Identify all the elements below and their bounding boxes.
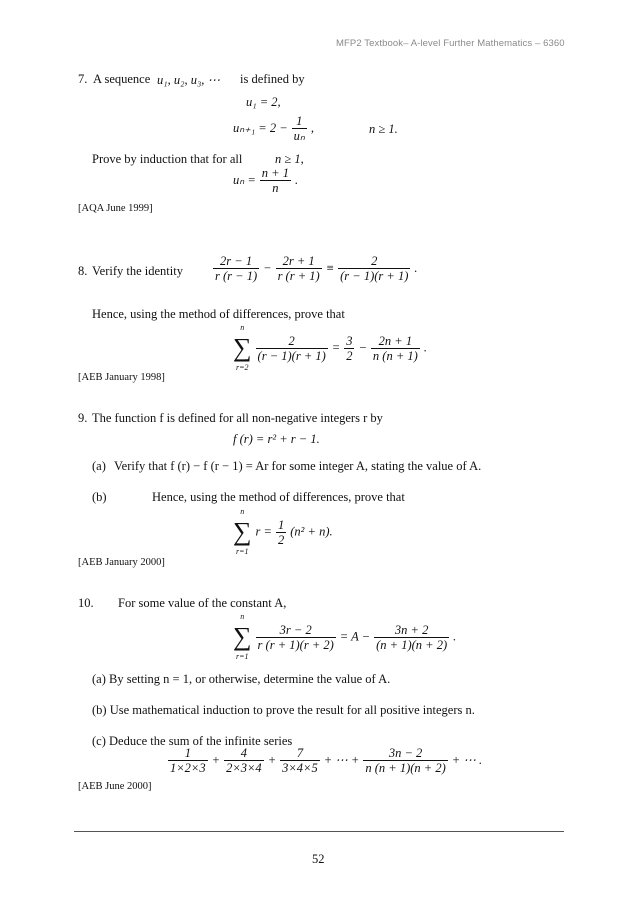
q8-f3-num: 2 [338,254,410,269]
q7-number: 7. [78,72,88,86]
q7-eq3-fraction [260,166,291,195]
q8-tail: . [414,261,418,276]
sigma-icon: ∑ [233,517,252,546]
q10-sum-statement [233,610,456,664]
sigma-icon: ∑ [233,622,252,651]
q10-source: [AEB June 2000] [78,781,152,792]
q10-s-tail: + ⋯ . [451,753,483,768]
q7-eq3-tail: . [294,173,299,188]
q7-sequence: u₁, u₂, u₃, ⋯ [157,73,221,87]
q10-sn-den: n (n + 1)(n + 2) [365,761,446,775]
q7-eq3-num: n + 1 [261,166,289,180]
q7-prove-cond: n ≥ 1, [275,152,304,166]
q8-r2-fraction [371,334,420,363]
q9-a-label: (a) [92,459,106,473]
q10-plus-2: + [267,753,277,768]
q8-minus: − [263,261,272,276]
q8-f1-num: 2r − 1 [213,254,259,269]
q9-definition: f (r) = r² + r − 1. [233,432,320,446]
q10-s1-den: 1×2×3 [170,761,206,775]
page-header: MFP2 Textbook– A-level Further Mathematics – 6360 [336,38,565,49]
q8-sum-fraction [256,334,328,363]
q10-sum-top: n [240,612,245,621]
q8-r1-num: 3 [346,333,353,348]
q9-sigma [233,505,252,559]
q8-sum-top: n [240,323,245,332]
q10-right-fraction [374,623,449,652]
q7-eq2-lhs: uₙ₊₁ = 2 − [233,121,288,136]
q8-f2-den: r (r + 1) [277,269,320,283]
q8-intro: Verify the identity [92,264,183,278]
q10-l-num: 3r − 2 [256,623,336,638]
q10-number: 10. [78,596,94,610]
q7-intro-tail: is defined by [240,72,305,86]
q9-sum-bottom: r=1 [236,547,249,556]
q8-s-den: (r − 1)(r + 1) [257,348,326,363]
q9-h-den: 2 [277,532,285,547]
q7-eq1: u₁ = 2, [246,95,281,109]
q10-r-den: (n + 1)(n + 2) [376,637,448,652]
q10-tail: . [453,629,457,644]
q10-s2-den: 2×3×4 [226,761,262,775]
q9-sum-statement [233,505,333,559]
q9-a-text: Verify that f (r) − f (r − 1) = Ar for some integer A, stating the value of A. [114,459,482,473]
q8-r-minus: − [358,340,367,355]
q10-s3-den: 3×4×5 [282,761,318,775]
q9-h-num: 1 [277,517,285,532]
q7-eq2-num: 1 [292,114,307,129]
q7-intro: A sequence [93,72,151,86]
q8-r1-fraction [344,334,354,363]
q10-series-term-3 [280,746,320,775]
q10-s2-num: 4 [224,746,264,761]
q9-number: 9. [78,411,88,425]
q7-eq2-den: uₙ [293,129,305,143]
q9-sum-body: r = [255,524,272,539]
q8-r2-num: 2n + 1 [371,334,420,349]
q8-r1-den: 2 [346,348,353,363]
q10-b-text: (b) Use mathematical induction to prove the result for all positive integers n. [92,703,475,717]
q8-source: [AEB January 1998] [78,372,165,383]
q9-intro: The function f is defined for all non-negative integers r by [92,411,383,425]
q8-f3-den: (r − 1)(r + 1) [340,269,409,283]
q10-l-den: r (r + 1)(r + 2) [257,637,334,652]
q10-sigma [233,610,252,664]
q7-eq3 [233,166,298,195]
q9-sum-tail: (n² + n). [290,524,333,539]
q10-series-term-2 [224,746,264,775]
q8-hence: Hence, using the method of differences, prove that [92,307,345,321]
q7-eq2-tail: , [310,121,315,136]
q8-fraction-2 [276,254,322,283]
q8-eq: = [331,340,341,355]
q8-sum-statement [233,321,427,375]
q10-sum-bottom: r=1 [236,652,249,661]
q10-a-text: (a) By setting n = 1, or otherwise, determine the value of A. [92,672,391,686]
q8-equiv: ≡ [325,261,335,276]
q8-fraction-1 [213,254,259,283]
q10-s3-num: 7 [280,746,320,761]
q9-half-fraction [276,518,286,547]
q8-r2-den: n (n + 1) [372,348,418,363]
q7-eq3-den: n [272,181,279,195]
q10-r-num: 3n + 2 [374,623,449,638]
q10-plus-1: + [211,753,221,768]
q8-identity [213,254,418,283]
q10-sn-num: 3n − 2 [363,746,447,761]
q8-fraction-3 [338,254,410,283]
q7-eq2 [233,114,314,143]
q7-source: [AQA June 1999] [78,203,153,214]
q8-f2-num: 2r + 1 [276,254,322,269]
q8-number: 8. [78,264,88,278]
q10-series-term-n [363,746,447,775]
q9-b-text: Hence, using the method of differences, prove that [152,490,405,504]
q9-b-label: (b) [92,490,107,504]
sigma-icon: ∑ [233,333,252,362]
q10-left-fraction [256,623,336,652]
q10-dots: + ⋯ + [323,753,360,768]
q8-r-tail: . [423,340,427,355]
page-number: 52 [312,852,325,866]
q7-eq2-cond: n ≥ 1. [369,122,398,136]
q10-s1-num: 1 [168,746,208,761]
q9-sum-top: n [240,507,245,516]
q7-eq2-fraction [292,114,307,143]
q10-c-text: (c) Deduce the sum of the infinite series [92,734,293,748]
q10-intro: For some value of the constant A, [118,596,287,610]
q10-eq: = A − [339,629,371,644]
q8-sum-bottom: r=2 [236,363,249,372]
q7-prove: Prove by induction that for all [92,152,243,166]
q8-s-num: 2 [256,334,328,349]
footer-rule [74,831,564,832]
q8-sigma [233,321,252,375]
q9-source: [AEB January 2000] [78,557,165,568]
q10-series-term-1 [168,746,208,775]
q10-series [168,746,482,775]
q8-f1-den: r (r − 1) [215,269,258,283]
q7-eq3-lhs: uₙ = [233,173,256,188]
